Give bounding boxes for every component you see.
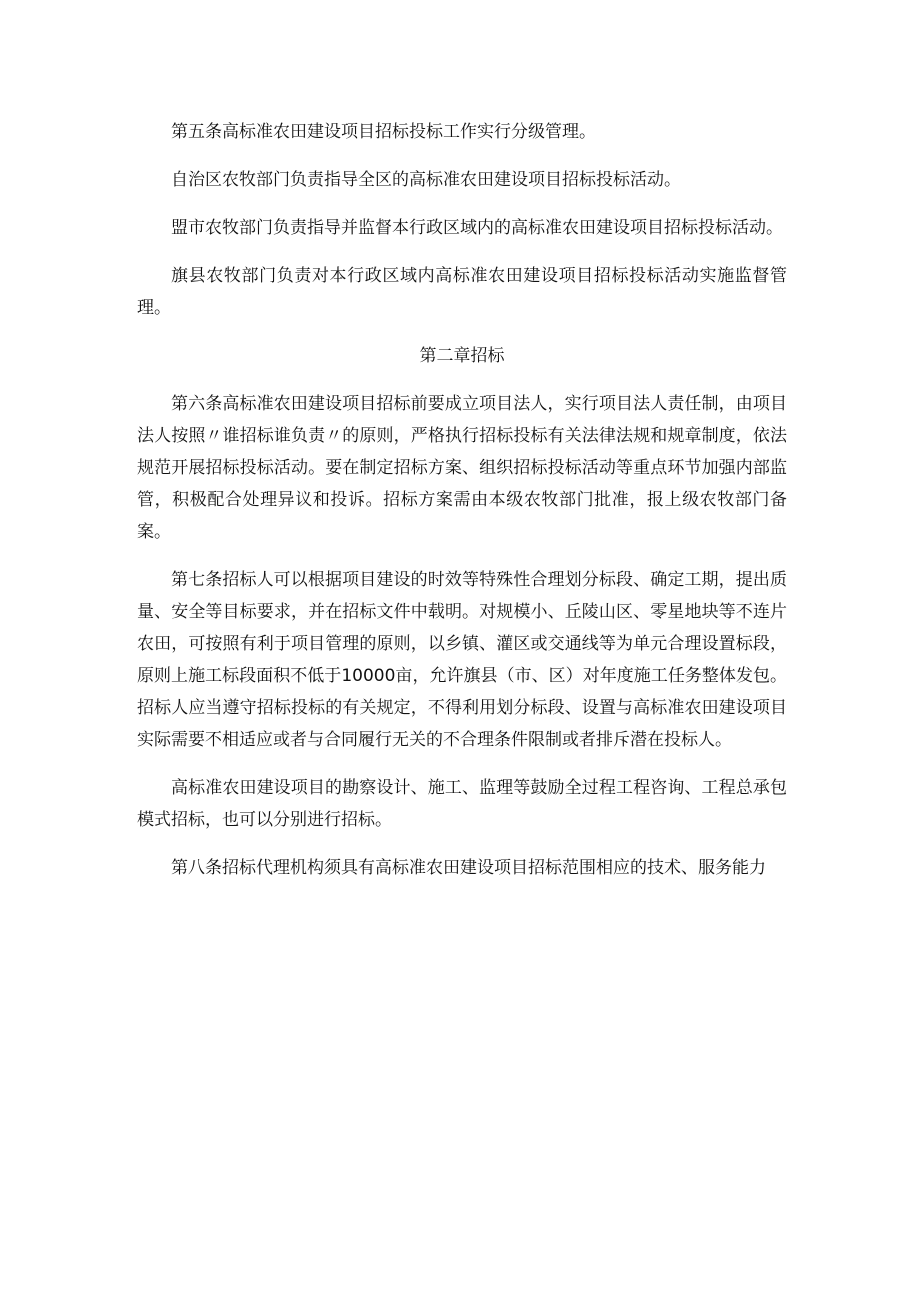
paragraph-league-city: 盟市农牧部门负责指导并监督本行政区域内的高标准农田建设项目招标投标活动。 xyxy=(171,218,783,238)
paragraph-article-7: 第七条招标人可以根据项目建设的时效等特殊性合理划分标段、确定工期，提出质量、安全等目标要求，并在招标文件中载明。对规模小、丘陵山区、零星地块等不连片农田，可按照有利于项目管理的原则，以乡镇、灌区或交通线等为单元合理设置标段，原则上施工标段面积不低于10000亩，允许旗县（市、区）对年度施工任务整体发包。招标人应当遵守招标投标的有关规定，不得利用划分标段、设置与高标准农田建设项目实际需要不相适应或者与合同履行无关的不合理条件限制或者排斥潜在投标人。 xyxy=(137,570,787,750)
chapter-heading: 第二章招标 xyxy=(419,346,505,366)
paragraph-article-8: 第八条招标代理机构须具有高标准农田建设项目招标范围相应的技术、服务能力 xyxy=(171,858,766,878)
paragraph-banner-county: 旗县农牧部门负责对本行政区域内高标准农田建设项目招标投标活动实施监督管理。 xyxy=(137,266,787,318)
paragraph-autonomous-region: 自治区农牧部门负责指导全区的高标准农田建设项目招标投标活动。 xyxy=(171,170,681,190)
paragraph-article-5: 第五条高标准农田建设项目招标投标工作实行分级管理。 xyxy=(171,122,596,142)
paragraph-article-6: 第六条高标准农田建设项目招标前要成立项目法人，实行项目法人责任制，由项目法人按照〃谁招标谁负责〃的原则，严格执行招标投标有关法律法规和规章制度，依法规范开展招标投标活动。要在制定招标方案、组织招标投标活动等重点环节加强内部监管，积极配合处理异议和投诉。招标方案需由本级农牧部门批准，报上级农牧部门备案。 xyxy=(137,394,787,542)
paragraph-full-process: 高标准农田建设项目的勘察设计、施工、监理等鼓励全过程工程咨询、工程总承包模式招标，也可以分别进行招标。 xyxy=(137,778,787,830)
document-body xyxy=(137,116,787,900)
